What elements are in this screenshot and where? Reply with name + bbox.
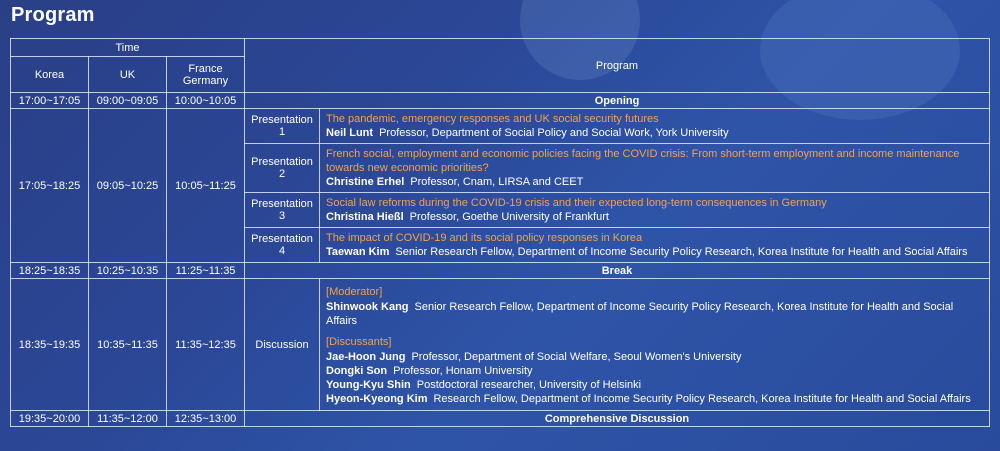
- presentation-label: Presentation 3: [245, 193, 320, 228]
- speaker-affiliation: Professor, Department of Social Policy and Social Work, York University: [379, 127, 729, 139]
- speaker-affiliation: Professor, Cnam, LIRSA and CEET: [410, 176, 584, 188]
- table-row: [11, 279, 990, 411]
- presentation-title: French social, employment and economic policies facing the COVID crisis: From short-term employment and income maintenance towards new economic priorities?: [326, 148, 960, 174]
- korea-time: 19:35~20:00: [11, 411, 89, 427]
- table-row: [11, 109, 990, 144]
- uk-time: 09:00~09:05: [89, 93, 167, 109]
- korea-time: 18:25~18:35: [11, 263, 89, 279]
- uk-time: 10:25~10:35: [89, 263, 167, 279]
- moderator-affiliation: Senior Research Fellow, Department of Income Security Policy Research, Korea Institute for Health and Social Affairs: [326, 301, 954, 327]
- discussant-name: Jae-Hoon Jung: [326, 351, 406, 363]
- table-row: [11, 411, 990, 427]
- discussion-detail: [320, 279, 990, 411]
- france-time: 10:05~11:25: [167, 109, 245, 263]
- presentation-title: The impact of COVID-19 and its social policy responses in Korea: [326, 232, 643, 244]
- discussant-name: Dongki Son: [326, 365, 388, 377]
- france-time: 11:35~12:35: [167, 279, 245, 411]
- time-header: Time: [11, 39, 245, 57]
- discussant-affiliation: Research Fellow, Department of Income Security Policy Research, Korea Institute for Health and Social Affairs: [433, 393, 971, 405]
- discussion-label: Discussion: [245, 279, 320, 411]
- presentation-label: Presentation 4: [245, 228, 320, 263]
- moderator-name: Shinwook Kang: [326, 301, 409, 313]
- discussant-name: Young-Kyu Shin: [326, 379, 411, 391]
- france-time: 12:35~13:00: [167, 411, 245, 427]
- speaker-name: Christina Hießl: [326, 211, 404, 223]
- uk-time: 10:35~11:35: [89, 279, 167, 411]
- program-header: Program: [245, 39, 990, 93]
- discussant-affiliation: Professor, Department of Social Welfare, Seoul Women's University: [411, 351, 742, 363]
- list-item: [326, 378, 983, 392]
- presentation-detail: [320, 144, 990, 193]
- discussant-affiliation: Professor, Honam University: [393, 365, 533, 377]
- table-row: [11, 93, 990, 109]
- list-item: [326, 364, 983, 378]
- presentation-detail: [320, 228, 990, 263]
- korea-header: Korea: [11, 57, 89, 93]
- korea-time: 17:00~17:05: [11, 93, 89, 109]
- table-row: [11, 263, 990, 279]
- discussant-name: Hyeon-Kyeong Kim: [326, 393, 428, 405]
- page-title: Program: [11, 4, 95, 26]
- france-time: 11:25~11:35: [167, 263, 245, 279]
- korea-time: 17:05~18:25: [11, 109, 89, 263]
- speaker-affiliation: Professor, Goethe University of Frankfurt: [409, 211, 609, 223]
- presentation-title: Social law reforms during the COVID-19 crisis and their expected long-term consequences in Germany: [326, 197, 827, 209]
- uk-time: 11:35~12:00: [89, 411, 167, 427]
- presentation-label: Presentation 1: [245, 109, 320, 144]
- opening-label: Opening: [245, 93, 990, 109]
- discussants-heading: [Discussants]: [326, 336, 392, 348]
- france-time: 10:00~10:05: [167, 93, 245, 109]
- program-table: [10, 38, 990, 427]
- speaker-name: Taewan Kim: [326, 246, 390, 258]
- presentation-title: The pandemic, emergency responses and UK social security futures: [326, 113, 659, 125]
- france-germany-header: France Germany: [167, 57, 245, 93]
- uk-header: UK: [89, 57, 167, 93]
- comprehensive-discussion-label: Comprehensive Discussion: [245, 411, 990, 427]
- break-label: Break: [245, 263, 990, 279]
- uk-time: 09:05~10:25: [89, 109, 167, 263]
- presentation-label: Presentation 2: [245, 144, 320, 193]
- korea-time: 18:35~19:35: [11, 279, 89, 411]
- presentation-detail: [320, 193, 990, 228]
- discussant-affiliation: Postdoctoral researcher, University of Helsinki: [416, 379, 642, 391]
- list-item: [326, 350, 983, 364]
- presentation-detail: [320, 109, 990, 144]
- list-item: [326, 392, 983, 406]
- speaker-affiliation: Senior Research Fellow, Department of Income Security Policy Research, Korea Institute for Health and Social Affairs: [395, 246, 968, 258]
- speaker-name: Christine Erhel: [326, 176, 405, 188]
- speaker-name: Neil Lunt: [326, 127, 374, 139]
- moderator-heading: [Moderator]: [326, 286, 383, 298]
